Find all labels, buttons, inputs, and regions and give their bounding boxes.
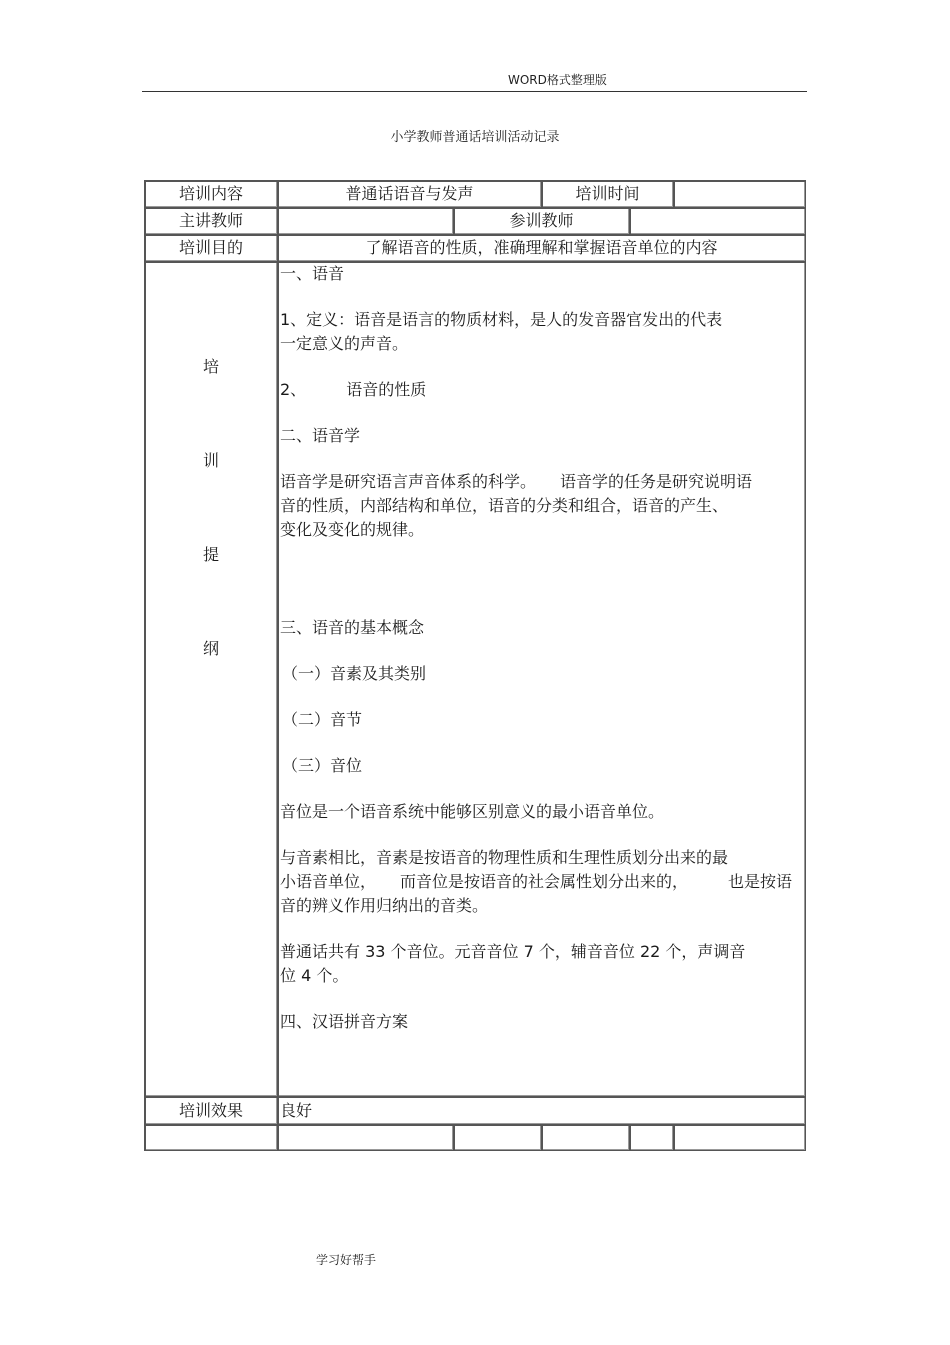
page-footer: 学习好帮手 [316, 1253, 377, 1267]
row-effect [144, 1097, 806, 1125]
blank-cell [454, 1125, 542, 1151]
outline-sentence: 语音学的任务是研究说明语 [560, 472, 753, 491]
outline-paragraph: 位 4 个。 [280, 966, 349, 985]
outline-paragraph: 音的辨义作用归纳出的音类。 [280, 896, 489, 915]
outline-label-char: 纲 [202, 639, 219, 658]
outline-sentence: 也是按语 [728, 872, 793, 891]
training-content-value: 普通话语音与发声 [278, 180, 542, 208]
outline-item-text: 语音的性质 [346, 380, 427, 399]
row-teachers [144, 208, 806, 235]
lecturer-value [278, 208, 454, 235]
training-record-table [144, 180, 806, 1151]
blank-cell [144, 1125, 278, 1151]
outline-item-number: 2、 [280, 380, 307, 399]
outline-sentence: 小语音单位， [280, 872, 377, 891]
effect-value: 良好 [278, 1097, 806, 1125]
outline-label-char: 提 [202, 545, 219, 564]
outline-paragraph [280, 470, 803, 494]
outline-heading: 三、语音的基本概念 [280, 618, 425, 637]
row-outline [144, 262, 806, 1097]
label-effect: 培训效果 [144, 1097, 278, 1125]
label-outline [144, 262, 278, 1097]
outline-paragraph: 普通话共有 33 个音位。元音音位 7 个，辅音音位 22 个，声调音 [280, 942, 746, 961]
row-purpose [144, 235, 806, 262]
outline-subheading: （二）音节 [282, 710, 363, 729]
header-rule [142, 91, 807, 92]
outline-paragraph: 音的性质，内部结构和单位，语音的分类和组合，语音的产生、 [280, 496, 729, 515]
outline-heading: 一、语音 [280, 264, 345, 283]
outline-sentence: 而音位是按语音的社会属性划分出来的， [400, 872, 689, 891]
outline-item [280, 378, 803, 402]
outline-subheading: （三）音位 [282, 756, 363, 775]
label-participants: 参训教师 [454, 208, 630, 235]
page-header: WORD格式整理版 [508, 73, 607, 87]
outline-label-char: 培 [202, 357, 219, 376]
document-title: 小学教师普通话培训活动记录 [390, 130, 560, 145]
outline-paragraph: 1、定义：语音是语言的物质材料，是人的发音器官发出的代表 [280, 310, 723, 329]
outline-heading: 四、汉语拼音方案 [280, 1012, 409, 1031]
blank-cell [542, 1125, 630, 1151]
outline-content [278, 262, 806, 1097]
training-time-value [674, 180, 806, 208]
outline-sentence: 语音学是研究语言声音体系的科学。 [280, 472, 537, 491]
outline-subheading: （一）音素及其类别 [282, 664, 427, 683]
participants-value [630, 208, 806, 235]
label-lecturer: 主讲教师 [144, 208, 278, 235]
outline-label-char: 训 [202, 451, 219, 470]
outline-paragraph: 音位是一个语音系统中能够区别意义的最小语音单位。 [280, 802, 665, 821]
label-training-content: 培训内容 [144, 180, 278, 208]
outline-heading: 二、语音学 [280, 426, 361, 445]
blank-cell [630, 1125, 674, 1151]
row-training-content [144, 180, 806, 208]
row-blank [144, 1125, 806, 1151]
outline-paragraph: 与音素相比，音素是按语音的物理性质和生理性质划分出来的最 [280, 848, 729, 867]
blank-cell [674, 1125, 806, 1151]
label-training-time: 培训时间 [542, 180, 674, 208]
outline-paragraph: 变化及变化的规律。 [280, 520, 425, 539]
outline-paragraph [280, 870, 803, 894]
label-purpose: 培训目的 [144, 235, 278, 262]
outline-paragraph: 一定意义的声音。 [280, 334, 409, 353]
purpose-value: 了解语音的性质，准确理解和掌握语音单位的内容 [278, 235, 806, 262]
blank-cell [278, 1125, 454, 1151]
